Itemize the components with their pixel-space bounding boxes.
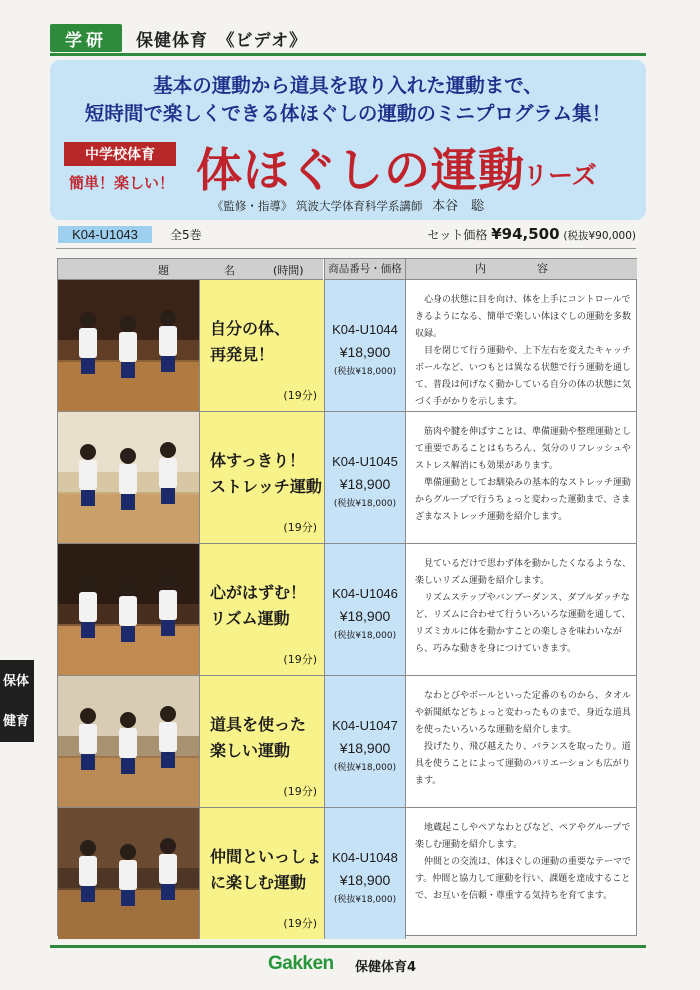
product-row [58, 676, 636, 808]
product-description [415, 424, 631, 526]
catch-line-1: 基本の運動から道具を取り入れた運動まで、 [153, 74, 543, 97]
product-price: ¥18,900 [339, 608, 391, 624]
description-paragraph: なわとびやボールといった定番のものから、タオルや新聞紙などちょっと変わったものまで、身近な道具を使ったいろいろな運動を紹介します。 [415, 691, 631, 735]
product-code: K04-U1045 [332, 454, 398, 469]
product-price-tax: (税抜¥18,000) [333, 631, 397, 641]
info-divider [56, 248, 636, 249]
product-photo [58, 676, 199, 807]
brand-badge: 学研 [50, 24, 122, 52]
product-price-tax: (税抜¥18,000) [333, 367, 397, 377]
description-paragraph: リズムステップやバンブーダンス、ダブルダッチなど、リズムに合わせて行ういろいろな運動を通して、リズミカルに体を動かすことの楽しさを味わいながら、巧みな動きを身につけていきます。 [415, 593, 631, 654]
product-row [58, 412, 636, 544]
tagline: 簡単！楽しい！ [68, 174, 174, 192]
product-price-tax: (税抜¥18,000) [333, 895, 397, 905]
header-divider [50, 53, 646, 56]
product-title: 道具を使った 楽しい運動 [210, 715, 307, 760]
product-photo [58, 280, 199, 411]
gakken-logo: Gakken [268, 953, 334, 974]
product-title-cell [199, 280, 325, 411]
hero-box [50, 60, 646, 220]
header-code-column: 商品番号・価格 [324, 259, 405, 280]
product-code-cell [324, 676, 405, 807]
description-paragraph: 地蔵起こしやペアなわとびなど、ペアやグループで楽しむ運動を紹介します。 [415, 823, 631, 850]
product-table [57, 258, 637, 936]
set-price-tax: (税抜¥90,000) [563, 230, 636, 242]
product-price-tax: (税抜¥18,000) [333, 763, 397, 773]
product-description-cell [405, 412, 637, 543]
product-title-cell [199, 808, 325, 939]
product-description-cell [405, 676, 637, 807]
description-paragraph: 見ているだけで思わず体を動かしたくなるような、楽しいリズム運動を紹介します。 [415, 559, 632, 586]
product-price: ¥18,900 [339, 740, 391, 756]
product-description [415, 556, 631, 658]
product-description-cell [405, 280, 637, 411]
product-photo [58, 412, 199, 543]
product-row [58, 280, 636, 412]
supervisor-credit [50, 195, 646, 214]
product-row [58, 808, 636, 939]
product-duration: (19分) [283, 917, 317, 930]
product-price: ¥18,900 [339, 872, 391, 888]
side-tab-line-1: 保体 [3, 674, 30, 689]
product-duration: (19分) [283, 389, 317, 402]
description-paragraph: 目を閉じて行う運動や、上下左右を変えたキャッチボールなど、いつもとは異なる状態で行う運動を通して、普段は何げなく動かしている自分の体の状態に気づく手がかりを示します。 [415, 346, 631, 407]
product-duration: (19分) [283, 521, 317, 534]
product-code: K04-U1047 [332, 718, 398, 733]
supervisor-name: 本谷 聡 [432, 199, 485, 214]
product-title-cell [199, 544, 325, 675]
catch-line-2: 短時間で楽しくできる体ほぐしの運動のミニプログラム集！ [84, 102, 612, 125]
product-title: 自分の体、 再発見！ [210, 319, 291, 364]
footer-page-label: 保健体育4 [355, 960, 417, 975]
set-price [427, 225, 636, 243]
set-price-label: セット価格 [427, 228, 488, 242]
description-paragraph: 仲間との交流は、体ほぐしの運動の重要なテーマです。仲間と協力して運動を行い、課題を達成することで、お互いを信頼・尊重する気持ちを育てます。 [415, 857, 632, 901]
product-row [58, 544, 636, 676]
product-title: 仲間といっしょ に楽しむ運動 [210, 847, 323, 892]
header-title-column [58, 259, 323, 280]
set-code: K04-U1043 [58, 226, 152, 243]
grade-badge: 中学校体育 [64, 142, 176, 166]
side-tab-line-2: 健育 [3, 714, 30, 729]
product-duration: (19分) [283, 785, 317, 798]
header-title-label: 題 名 [158, 264, 257, 277]
product-code-cell [324, 544, 405, 675]
page-header-title: 保健体育 《ビデオ》 [136, 31, 308, 51]
product-photo [58, 544, 199, 675]
description-paragraph: 心身の状態に目を向け、体を上手にコントロールできるようになる、簡単で楽しい体ほぐしの運動を多数収録。 [415, 295, 632, 339]
header-content-column: 内 容 [405, 259, 637, 280]
description-paragraph: 投げたり、飛び越えたり、バランスを取ったり。道具を使うことによって運動のバリエーションも広がります。 [415, 742, 631, 786]
series-title: 体ほぐしの運動 [196, 143, 525, 197]
section-side-tab[interactable] [0, 660, 34, 742]
product-code-cell [324, 412, 405, 543]
product-title: 体すっきり！ ストレッチ運動 [210, 451, 322, 496]
product-title-cell [199, 412, 325, 543]
product-photo [58, 808, 199, 939]
set-volumes: 全5巻 [170, 228, 202, 242]
product-title-cell [199, 676, 325, 807]
product-description-cell [405, 544, 637, 675]
product-price: ¥18,900 [339, 344, 391, 360]
product-price-tax: (税抜¥18,000) [333, 499, 397, 509]
product-description-cell [405, 808, 637, 939]
product-description [415, 820, 631, 905]
description-paragraph: 準備運動としてお馴染みの基本的なストレッチ運動からグループで行うちょっと変わった運動まで、さまざまなストレッチ運動を紹介します。 [415, 478, 631, 522]
product-price: ¥18,900 [339, 476, 391, 492]
product-duration: (19分) [283, 653, 317, 666]
supervisor-role: 《監修・指導》 [211, 199, 293, 213]
series-suffix: シリーズ [498, 161, 597, 190]
footer-divider [50, 945, 646, 948]
product-description [415, 292, 631, 411]
description-paragraph: 筋肉や腱を伸ばすことは、準備運動や整理運動として重要であることはもちろん、気分のリフレッシュやストレス解消にも効果があります。 [415, 427, 632, 471]
product-code: K04-U1046 [332, 586, 398, 601]
set-price-value: ¥94,500 [491, 225, 560, 243]
supervisor-affiliation: 筑波大学体育科学系講師 [295, 199, 423, 213]
product-code-cell [324, 280, 405, 411]
header-time-label: (時間) [273, 264, 304, 277]
product-code: K04-U1044 [332, 322, 398, 337]
product-title: 心がはずむ！ リズム運動 [210, 583, 307, 628]
product-code-cell [324, 808, 405, 939]
product-code: K04-U1048 [332, 850, 398, 865]
product-description [415, 688, 631, 790]
